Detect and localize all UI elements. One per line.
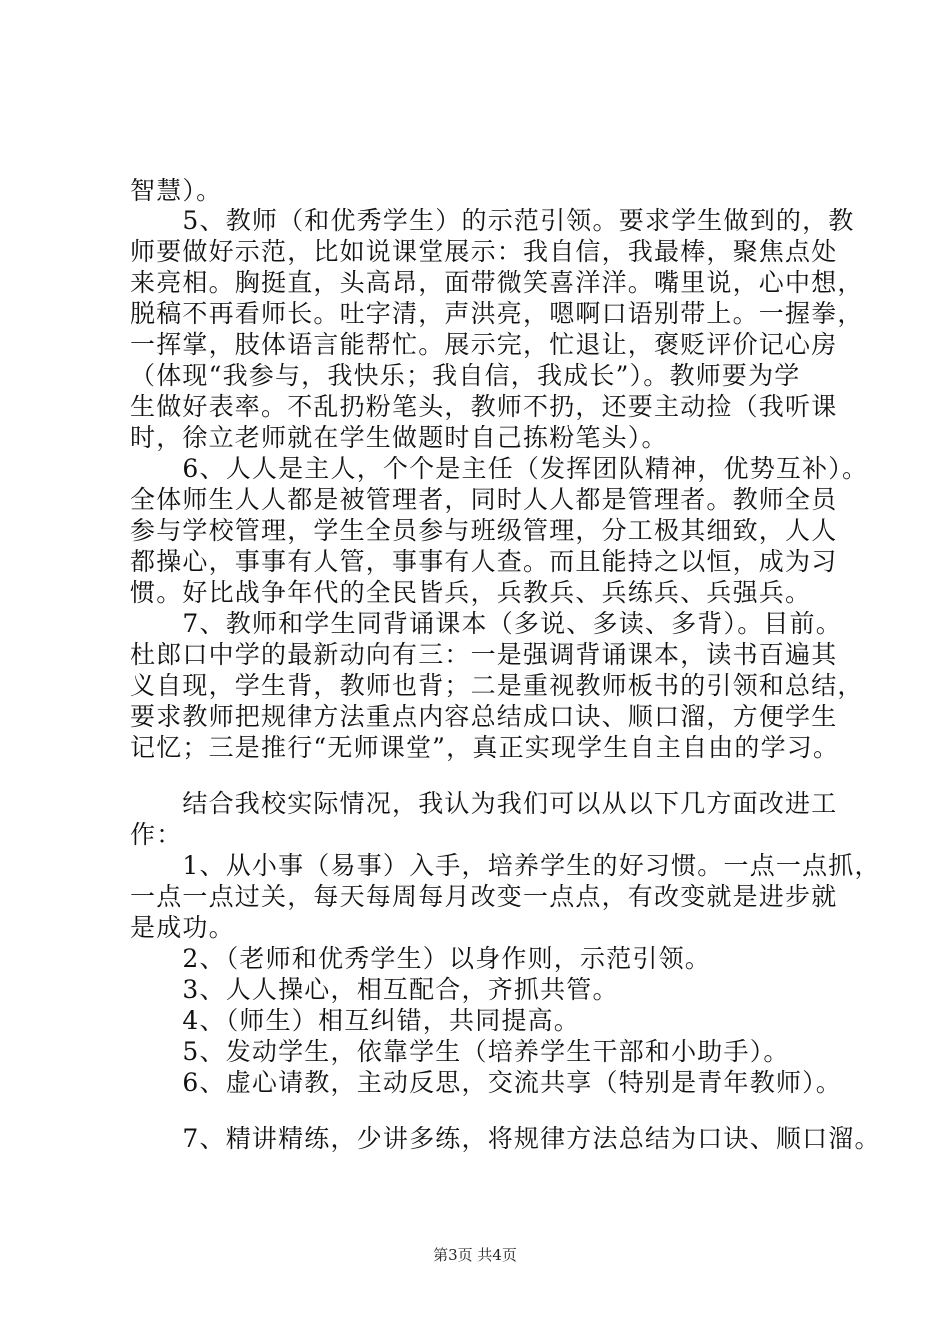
text-line: 惯。好比战争年代的全民皆兵，兵教兵、兵练兵、兵强兵。 bbox=[130, 578, 812, 607]
text-line: 参与学校管理，学生全员参与班级管理，分工极其细致，人人 bbox=[130, 516, 838, 545]
text-line: 记忆；三是推行“无师课堂”，真正实现学生自主自由的学习。 bbox=[130, 733, 840, 762]
text-line: 是成功。 bbox=[130, 913, 235, 942]
text-line: 师要做好示范，比如说课堂展示：我自信，我最棒，聚焦点处 bbox=[130, 237, 838, 266]
text-line: 4、（师生）相互纠错，共同提高。 bbox=[130, 1006, 581, 1035]
text-line: 脱稿不再看师长。吐字清，声洪亮，嗯啊口语别带上。一握拳， bbox=[130, 299, 864, 328]
text-line: 5、教师（和优秀学生）的示范引领。要求学生做到的，教 bbox=[130, 206, 855, 235]
text-line: 生做好表率。不乱扔粉笔头，教师不扔，还要主动捡（我听课 bbox=[130, 392, 838, 421]
text-line: 2、（老师和优秀学生）以身作则，示范引领。 bbox=[130, 944, 712, 973]
text-line: 都操心，事事有人管，事事有人查。而且能持之以恒，成为习 bbox=[130, 547, 838, 576]
text-line: 杜郎口中学的最新动向有三：一是强调背诵课本，读书百遍其 bbox=[130, 640, 838, 669]
text-line: 智慧）。 bbox=[130, 176, 223, 205]
text-line: 全体师生人人都是被管理者，同时人人都是管理者。教师全员 bbox=[130, 485, 838, 514]
text-line: 6、人人是主人，个个是主任（发挥团队精神，优势互补）。 bbox=[130, 454, 869, 483]
text-line: 一挥掌，肢体语言能帮忙。展示完，忙退让，褒贬评价记心房 bbox=[130, 330, 838, 359]
text-line: 要求教师把规律方法重点内容总结成口诀、顺口溜，方便学生 bbox=[130, 702, 838, 731]
page-footer: 第3页 共4页 bbox=[433, 1246, 517, 1264]
text-line: 1、从小事（易事）入手，培养学生的好习惯。一点一点抓， bbox=[130, 851, 881, 880]
text-line: 6、虚心请教，主动反思，交流共享（特别是青年教师）。 bbox=[130, 1068, 843, 1097]
text-line: 作： bbox=[130, 820, 183, 849]
text-line: 7、精讲精练，少讲多练，将规律方法总结为口诀、顺口溜。 bbox=[130, 1124, 881, 1153]
text-line: 义自现，学生背，教师也背；二是重视教师板书的引领和总结， bbox=[130, 671, 864, 700]
text-line: 结合我校实际情况，我认为我们可以从以下几方面改进工 bbox=[130, 789, 838, 818]
text-line: （体现“我参与，我快乐；我自信，我成长”）。教师要为学 bbox=[130, 361, 801, 390]
text-line: 一点一点过关，每天每周每月改变一点点，有改变就是进步就 bbox=[130, 882, 838, 911]
text-line: 3、人人操心，相互配合，齐抓共管。 bbox=[130, 975, 619, 1004]
text-line: 来亮相。胸挺直，头高昂，面带微笑喜洋洋。嘴里说，心中想， bbox=[130, 268, 864, 297]
text-line: 时，徐立老师就在学生做题时自己拣粉笔头）。 bbox=[130, 423, 668, 452]
text-line: 7、教师和学生同背诵课本（多说、多读、多背）。目前。 bbox=[130, 609, 843, 638]
text-line: 5、发动学生，依靠学生（培养学生干部和小助手）。 bbox=[130, 1037, 790, 1066]
